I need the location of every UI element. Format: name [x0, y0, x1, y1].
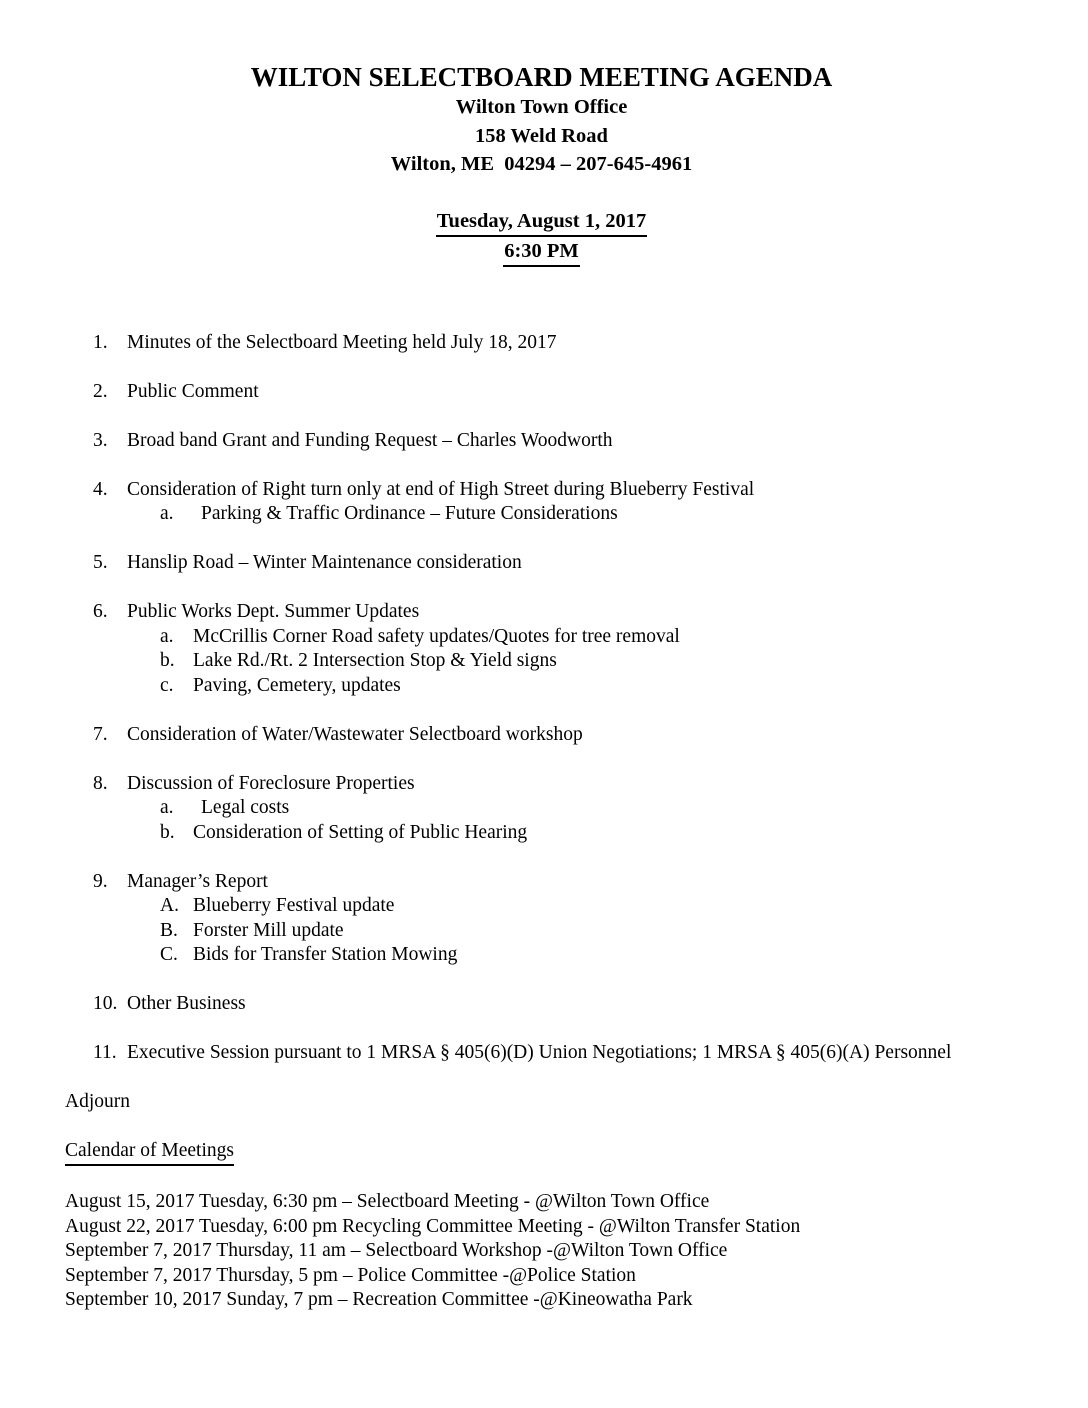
calendar-entry: September 10, 2017 Sunday, 7 pm – Recreation Committee -@Kineowatha Park — [65, 1289, 693, 1310]
document-title: WILTON SELECTBOARD MEETING AGENDA — [250, 62, 833, 92]
agenda-sub-item — [160, 674, 1018, 699]
agenda-sub-item-text: Parking & Traffic Ordinance – Future Considerations — [201, 503, 618, 524]
agenda-item-number: 2. — [93, 380, 108, 402]
agenda-item-group — [93, 380, 1018, 405]
agenda-item — [93, 723, 1018, 748]
calendar-entry: August 15, 2017 Tuesday, 6:30 pm – Selectboard Meeting - @Wilton Town Office — [65, 1191, 710, 1212]
agenda-item-group — [93, 478, 1018, 527]
agenda-item — [93, 772, 1018, 797]
agenda-item-group — [93, 992, 1018, 1017]
agenda-item-text: Consideration of Water/Wastewater Selectboard workshop — [127, 723, 583, 745]
agenda-item-text: Manager’s Report — [127, 870, 268, 892]
agenda-item — [93, 478, 1018, 503]
agenda-sub-item — [160, 625, 1018, 650]
calendar-entry: September 7, 2017 Thursday, 5 pm – Police Committee -@Police Station — [65, 1264, 636, 1286]
agenda-item-text: Consideration of Right turn only at end of High Street during Blueberry Festival — [127, 478, 755, 500]
agenda-item-text: Executive Session pursuant to 1 MRSA § 405(6)(D) Union Negotiations; 1 MRSA § 405(6)(A) Personnel — [127, 1042, 952, 1063]
agenda-sub-item-label: b. — [160, 821, 175, 843]
agenda-item-number: 4. — [93, 478, 108, 500]
agenda-sub-item-label: a. — [160, 503, 174, 524]
calendar-list — [65, 1190, 1018, 1313]
agenda-item-group — [93, 600, 1018, 698]
agenda-sub-item-text: Blueberry Festival update — [193, 895, 395, 916]
agenda-item-text: Public Comment — [127, 380, 259, 402]
agenda-item-text: Minutes of the Selectboard Meeting held July 18, 2017 — [127, 331, 557, 353]
agenda-item — [93, 551, 1018, 576]
meeting-time-line — [65, 237, 1018, 267]
agenda-list — [93, 331, 1018, 1066]
meeting-datetime-block — [65, 207, 1018, 267]
agenda-item — [93, 992, 1018, 1017]
agenda-sub-item-text: Legal costs — [201, 797, 290, 818]
agenda-item — [93, 870, 1018, 895]
agenda-item-group — [93, 723, 1018, 748]
agenda-item-number: 1. — [93, 331, 108, 353]
agenda-item-number: 3. — [93, 429, 108, 451]
agenda-item — [93, 429, 1018, 454]
agenda-sub-item — [160, 919, 1018, 944]
agenda-item-group — [93, 1041, 1018, 1066]
agenda-sub-item-text: Forster Mill update — [193, 919, 344, 941]
agenda-item-number: 10. — [93, 993, 118, 1014]
agenda-sub-item-label: B. — [160, 919, 178, 941]
document-body — [65, 331, 1018, 1313]
agenda-sub-item — [160, 502, 1018, 527]
agenda-sub-item-text: McCrillis Corner Road safety updates/Quotes for tree removal — [193, 625, 680, 647]
agenda-item-text: Hanslip Road – Winter Maintenance consideration — [127, 552, 522, 573]
calendar-heading: Calendar of Meetings — [65, 1139, 234, 1166]
adjourn-label: Adjourn — [65, 1091, 130, 1112]
agenda-sub-item — [160, 649, 1018, 674]
agenda-item-text: Public Works Dept. Summer Updates — [127, 601, 420, 622]
agenda-item-text: Discussion of Foreclosure Properties — [127, 772, 415, 794]
calendar-entry: August 22, 2017 Tuesday, 6:00 pm Recycling Committee Meeting - @Wilton Transfer Station — [65, 1215, 801, 1237]
agenda-item-number: 5. — [93, 552, 108, 573]
calendar-entry: September 7, 2017 Thursday, 11 am – Selectboard Workshop -@Wilton Town Office — [65, 1240, 728, 1261]
agenda-sub-item-label: c. — [160, 674, 174, 696]
agenda-item-number: 11. — [93, 1042, 117, 1063]
agenda-item-number: 8. — [93, 772, 108, 794]
agenda-sub-item-text: Lake Rd./Rt. 2 Intersection Stop & Yield signs — [193, 650, 557, 671]
agenda-item — [93, 331, 1018, 356]
agenda-item-text: Other Business — [127, 993, 246, 1014]
header-address: 158 Weld Road — [475, 124, 608, 147]
agenda-sub-item — [160, 821, 1018, 846]
agenda-sub-item-label: a. — [160, 625, 174, 647]
header-city-phone: Wilton, ME 04294 – 207-645-4961 — [390, 153, 693, 175]
meeting-date-line — [65, 207, 1018, 237]
agenda-item-group — [93, 429, 1018, 454]
meeting-date: Tuesday, August 1, 2017 — [436, 209, 647, 237]
agenda-item-group — [93, 870, 1018, 968]
meeting-time: 6:30 PM — [503, 239, 580, 267]
header-office: Wilton Town Office — [455, 96, 628, 118]
agenda-item-group — [93, 772, 1018, 846]
agenda-sub-item-label: b. — [160, 650, 175, 671]
document-header — [65, 62, 1018, 267]
calendar-heading-line — [65, 1139, 1018, 1166]
agenda-sub-item — [160, 894, 1018, 919]
agenda-item — [93, 380, 1018, 405]
agenda-item-number: 6. — [93, 601, 108, 622]
agenda-sub-item-text: Paving, Cemetery, updates — [193, 674, 401, 696]
agenda-sub-item-text: Bids for Transfer Station Mowing — [193, 944, 458, 965]
agenda-item — [93, 600, 1018, 625]
agenda-item-text: Broad band Grant and Funding Request – Charles Woodworth — [127, 429, 613, 451]
agenda-item-number: 9. — [93, 870, 108, 892]
agenda-sub-item-label: A. — [160, 895, 179, 916]
agenda-item-group — [93, 551, 1018, 576]
agenda-item-number: 7. — [93, 723, 108, 745]
agenda-sub-item-label: a. — [160, 797, 174, 818]
agenda-sub-item — [160, 796, 1018, 821]
agenda-sub-item-label: C. — [160, 944, 178, 965]
agenda-item — [93, 1041, 1018, 1066]
agenda-sub-item-text: Consideration of Setting of Public Hearing — [193, 821, 528, 843]
agenda-sub-item — [160, 943, 1018, 968]
agenda-item-group — [93, 331, 1018, 356]
